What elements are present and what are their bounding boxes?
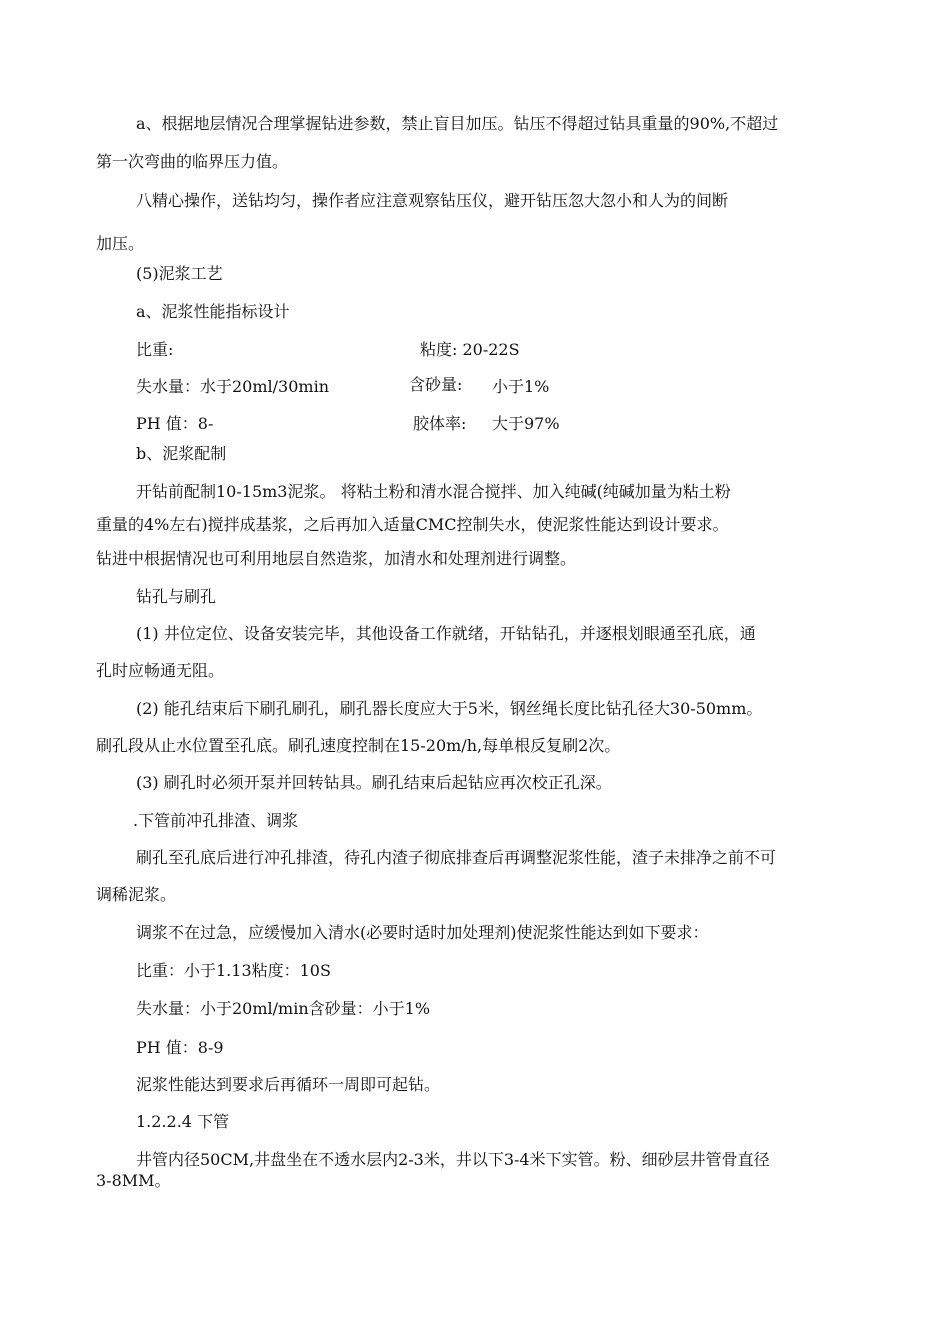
section-heading: 1.2.2.4 下管: [136, 1112, 230, 1131]
spec-value-sand: 小于1%: [492, 377, 550, 396]
paragraph-line: 孔时应畅通无阻。: [96, 661, 225, 680]
subsection-heading: b、泥浆配制: [136, 444, 227, 463]
section-heading: 钻孔与刷孔: [136, 587, 217, 606]
paragraph-line: 调稀泥浆。: [96, 885, 177, 904]
paragraph-line: 开钻前配制10-15m3泥浆。 将粘土粉和清水混合搅拌、加入纯碱(纯碱加量为粘土粉: [136, 482, 731, 501]
paragraph-line: 3-8MM。: [96, 1171, 171, 1190]
paragraph-line: a、根据地层情况合理掌握钻进参数，禁止盲目加压。钻压不得超过钻具重量的90%,不超过: [136, 114, 779, 133]
paragraph-line: 钻进中根据情况也可利用地层自然造浆，加清水和处理剂进行调整。: [96, 549, 577, 568]
paragraph-line: 刷孔至孔底后进行冲孔排渣，待孔内渣子彻底排查后再调整泥浆性能，渣子未排净之前不可: [136, 848, 777, 867]
section-heading: .下管前冲孔排渣、调浆: [133, 811, 299, 830]
paragraph-line: 重量的4%左右)搅拌成基浆，之后再加入适量CMC控制失水，使泥浆性能达到设计要求。: [96, 515, 729, 534]
spec-line: 比重：小于1.13粘度：10S: [136, 961, 331, 980]
spec-label-density: 比重:: [136, 340, 174, 359]
spec-line: 失水量：小于20ml/min含砂量：小于1%: [136, 999, 431, 1018]
paragraph-line: 八精心操作，送钻均匀，操作者应注意观察钻压仪，避开钻压忽大忽小和人为的间断: [136, 191, 729, 210]
section-heading: (5)泥浆工艺: [136, 264, 223, 283]
paragraph-line: (3) 刷孔时必须开泵并回转钻具。刷孔结束后起钻应再次校正孔深。: [136, 773, 612, 792]
spec-value-colloid: 大于97%: [492, 414, 560, 433]
paragraph-line: 泥浆性能达到要求后再循环一周即可起钻。: [136, 1075, 441, 1094]
spec-water-loss: 失水量：水于20ml/30min: [136, 377, 329, 396]
paragraph-line: (1) 井位定位、设备安装完毕，其他设备工作就绪，开钻钻孔，并逐根划眼通至孔底，通: [136, 624, 756, 643]
paragraph-line: 第一次弯曲的临界压力值。: [96, 152, 289, 171]
paragraph-line: 井管内径50CM,井盘坐在不透水层内2-3米，井以下3-4米下实管。粉、细砂层井管骨直径: [136, 1150, 770, 1169]
spec-line: PH 值：8-9: [136, 1038, 224, 1057]
spec-ph: PH 值：8-: [136, 414, 214, 433]
paragraph-line: 调浆不在过急，应缓慢加入清水(必要时适时加处理剂)使泥浆性能达到如下要求：: [136, 923, 709, 942]
paragraph-line: 加压。: [96, 234, 145, 253]
paragraph-line: 刷孔段从止水位置至孔底。刷孔速度控制在15-20m/h,每单根反复刷2次。: [96, 736, 621, 755]
spec-label-sand: 含砂量:: [409, 375, 463, 394]
spec-label-colloid: 胶体率:: [413, 414, 467, 433]
spec-viscosity: 粘度: 20-22S: [420, 340, 520, 359]
paragraph-line: (2) 能孔结束后下刷孔刷孔，刷孔器长度应大于5米，钢丝绳长度比钻孔径大30-50mm。: [136, 699, 763, 718]
subsection-heading: a、泥浆性能指标设计: [136, 302, 290, 321]
